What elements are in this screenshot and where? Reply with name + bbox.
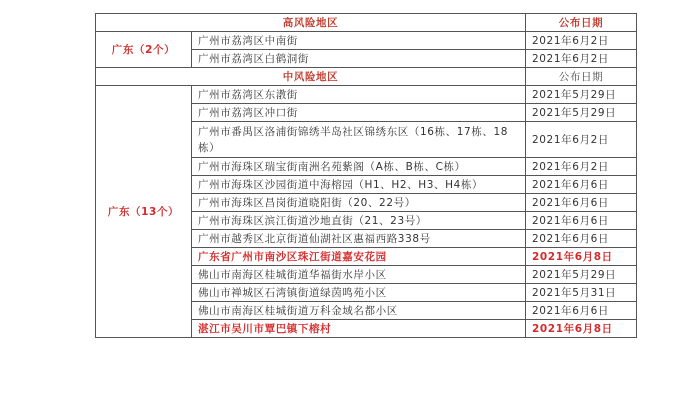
area-cell: 广东省广州市南沙区珠江街道嘉安花园	[192, 248, 526, 266]
date-cell: 2021年6月6日	[526, 194, 637, 212]
date-cell: 2021年5月29日	[526, 86, 637, 104]
area-cell: 湛江市吴川市覃巴镇下榕村	[192, 320, 526, 338]
area-cell: 广州市番禺区洛浦街锦绣半岛社区锦绣东区（16栋、17栋、18栋）	[192, 122, 526, 158]
table-row	[96, 32, 637, 50]
high-risk-header: 高风险地区	[96, 14, 526, 32]
area-cell: 广州市海珠区沙园街道中海榕园（H1、H2、H3、H4栋）	[192, 176, 526, 194]
high-risk-date-header: 公布日期	[526, 14, 637, 32]
table-row	[96, 86, 637, 104]
area-cell: 广州市荔湾区白鹤洞街	[192, 50, 526, 68]
date-cell: 2021年6月2日	[526, 122, 637, 158]
area-cell: 广州市荔湾区中南街	[192, 32, 526, 50]
date-cell: 2021年6月6日	[526, 230, 637, 248]
area-cell: 佛山市禅城区石湾镇街道绿茵鸣苑小区	[192, 284, 526, 302]
date-cell: 2021年5月31日	[526, 284, 637, 302]
medium-risk-date-header: 公布日期	[526, 68, 637, 86]
date-cell: 2021年6月6日	[526, 176, 637, 194]
date-cell: 2021年6月2日	[526, 50, 637, 68]
date-cell: 2021年6月6日	[526, 302, 637, 320]
medium-risk-header-row	[96, 68, 637, 86]
date-cell: 2021年6月8日	[526, 320, 637, 338]
date-cell: 2021年6月6日	[526, 212, 637, 230]
risk-area-table	[95, 13, 637, 338]
area-cell: 广州市越秀区北京街道仙湖社区惠福西路338号	[192, 230, 526, 248]
high-risk-header-row	[96, 14, 637, 32]
risk-table-body	[96, 14, 637, 338]
area-cell: 广州市海珠区瑞宝街南洲名苑紫阁（A栋、B栋、C栋）	[192, 158, 526, 176]
high-risk-region: 广东（2个）	[96, 32, 192, 68]
area-cell: 佛山市南海区桂城街道万科金域名都小区	[192, 302, 526, 320]
area-cell: 广州市海珠区昌岗街道晓阳街（20、22号）	[192, 194, 526, 212]
area-cell: 广州市荔湾区东漖街	[192, 86, 526, 104]
area-cell: 广州市荔湾区冲口街	[192, 104, 526, 122]
date-cell: 2021年6月8日	[526, 248, 637, 266]
medium-risk-region: 广东（13个）	[96, 86, 192, 338]
date-cell: 2021年6月2日	[526, 32, 637, 50]
medium-risk-header: 中风险地区	[96, 68, 526, 86]
area-cell: 佛山市南海区桂城街道华福街水岸小区	[192, 266, 526, 284]
date-cell: 2021年5月29日	[526, 266, 637, 284]
date-cell: 2021年6月2日	[526, 158, 637, 176]
date-cell: 2021年5月29日	[526, 104, 637, 122]
area-cell: 广州市海珠区滨江街道沙地直街（21、23号）	[192, 212, 526, 230]
